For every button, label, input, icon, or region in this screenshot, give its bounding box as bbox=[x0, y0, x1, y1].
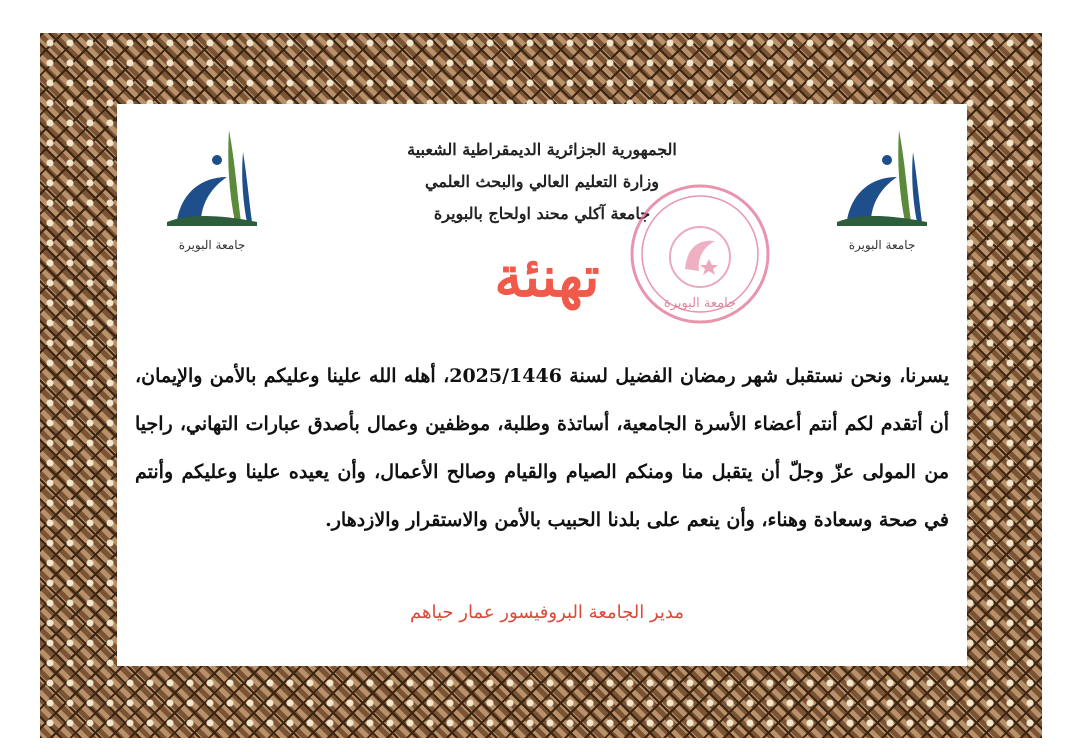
header-line-republic: الجمهورية الجزائرية الديمقراطية الشعبية bbox=[407, 140, 677, 159]
header-line-university: جامعة آكلي محند اولحاج بالبويرة bbox=[433, 204, 651, 223]
university-logo-icon bbox=[827, 122, 937, 234]
seal-icon bbox=[625, 179, 775, 329]
signature-line: مدير الجامعة البروفيسور عمار حياهم bbox=[410, 602, 684, 623]
university-logo-left bbox=[157, 122, 267, 252]
document-title: تهنئة bbox=[494, 244, 600, 310]
university-logo-icon bbox=[157, 122, 267, 234]
logo-caption-right: جامعة البويرة bbox=[848, 238, 916, 252]
header-line-ministry: وزارة التعليم العالي والبحث العلمي bbox=[425, 172, 659, 191]
congratulation-message: يسرنا، ونحن نستقبل شهر رمضان الفضيل لسنة 2025/1446، أهله الله علينا وعليكم بالأمن والإيمان، أن أتقدم لكم أنتم أعضاء الأسرة الجامعية، أساتذة وطلبة، موظفين وعمال بأصدق عبارات التهاني، راجيا من المولى عزّ وجلّ أن يتقبل منا ومنكم الصيام والقيام وصالح الأعمال، وأن يعيده علينا وعليكم وأنتم في صحة وسعادة وهناء، وأن ينعم على بلدنا الحبيب بالأمن والاستقرار والازدهار. bbox=[135, 365, 949, 531]
university-logo-right bbox=[827, 122, 937, 252]
logo-caption-left: جامعة البويرة bbox=[178, 238, 246, 252]
official-seal-stamp bbox=[625, 179, 775, 329]
seal-caption: جامعة البويرة bbox=[663, 296, 737, 311]
certificate-panel bbox=[117, 104, 967, 666]
